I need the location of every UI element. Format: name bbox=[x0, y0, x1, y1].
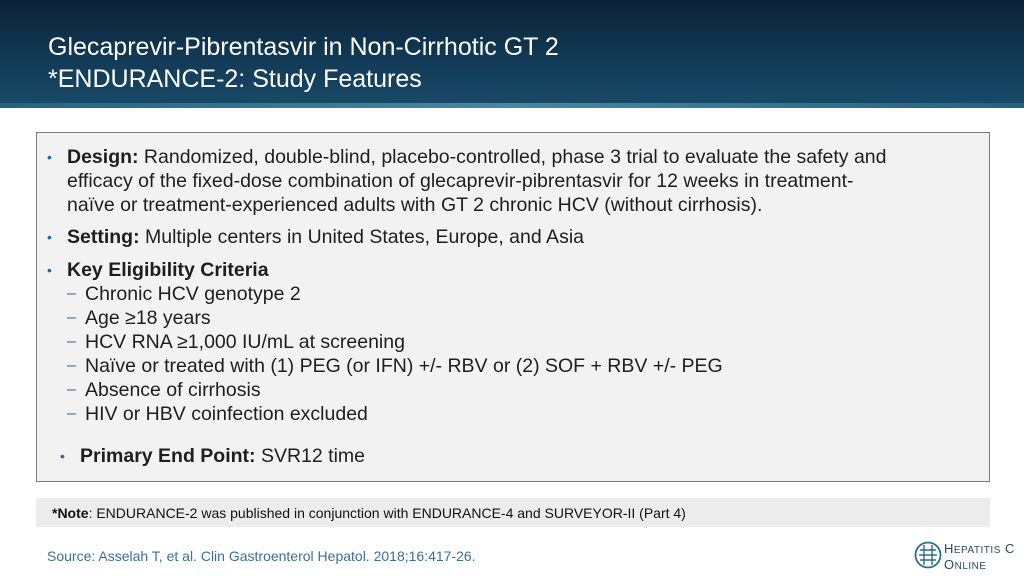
criteria-item: – Absence of cirrhosis bbox=[67, 379, 261, 401]
endpoint-label: Primary End Point: bbox=[80, 445, 256, 467]
slide-title-line-2: *ENDURANCE-2: Study Features bbox=[48, 65, 422, 93]
slide-header bbox=[0, 0, 1024, 108]
bullet-dot-icon: • bbox=[47, 229, 52, 245]
hepatitis-c-online-logo bbox=[914, 541, 1014, 571]
endpoint-bullet bbox=[60, 444, 365, 468]
note-body: : ENDURANCE-2 was published in conjunction with ENDURANCE-4 and SURVEYOR-II (Part 4) bbox=[88, 505, 686, 521]
setting-label: Setting: bbox=[67, 226, 140, 248]
slide-title-line-1: Glecaprevir-Pibrentasvir in Non-Cirrhotic GT 2 bbox=[48, 33, 559, 61]
logo-globe-icon bbox=[914, 541, 942, 569]
endpoint-text: SVR12 time bbox=[255, 445, 365, 467]
design-bullet bbox=[47, 145, 887, 169]
note-box bbox=[36, 498, 990, 527]
dash-icon: – bbox=[67, 333, 76, 350]
criteria-item: – Naïve or treated with (1) PEG (or IFN) +/- RBV or (2) SOF + RBV +/- PEG bbox=[67, 355, 723, 377]
criteria-item: – HCV RNA ≥1,000 IU/mL at screening bbox=[67, 331, 405, 353]
design-text-3: naïve or treatment-experienced adults with GT 2 chronic HCV (without cirrhosis). bbox=[67, 194, 763, 216]
eligibility-bullet bbox=[47, 258, 269, 282]
setting-text: Multiple centers in United States, Europe, and Asia bbox=[139, 226, 584, 248]
note-label: *Note bbox=[52, 505, 89, 521]
criteria-item: – Chronic HCV genotype 2 bbox=[67, 283, 301, 305]
design-text-1: Randomized, double-blind, placebo-controlled, phase 3 trial to evaluate the safety and bbox=[138, 146, 887, 168]
criteria-item: – HIV or HBV coinfection excluded bbox=[67, 403, 368, 425]
design-label: Design: bbox=[67, 146, 139, 168]
design-text-2: efficacy of the fixed-dose combination of glecaprevir-pibrentasvir for 12 weeks in treatment- bbox=[67, 170, 854, 192]
note-text bbox=[52, 505, 686, 521]
criteria-item: – Age ≥18 years bbox=[67, 307, 211, 329]
dash-icon: – bbox=[67, 381, 76, 398]
source-citation: Source: Asselah T, et al. Clin Gastroenterol Hepatol. 2018;16:417-26. bbox=[47, 548, 476, 564]
dash-icon: – bbox=[67, 309, 76, 326]
bullet-dot-icon: • bbox=[47, 149, 52, 165]
bullet-dot-icon: • bbox=[47, 262, 52, 278]
dash-icon: – bbox=[67, 285, 76, 302]
logo-text: HEPATITIS C ONLINE bbox=[944, 541, 1015, 572]
dash-icon: – bbox=[67, 357, 76, 374]
eligibility-label: Key Eligibility Criteria bbox=[67, 259, 269, 281]
study-features-box bbox=[36, 132, 990, 482]
dash-icon: – bbox=[67, 405, 76, 422]
setting-bullet bbox=[47, 225, 584, 249]
bullet-dot-icon: • bbox=[60, 448, 65, 464]
